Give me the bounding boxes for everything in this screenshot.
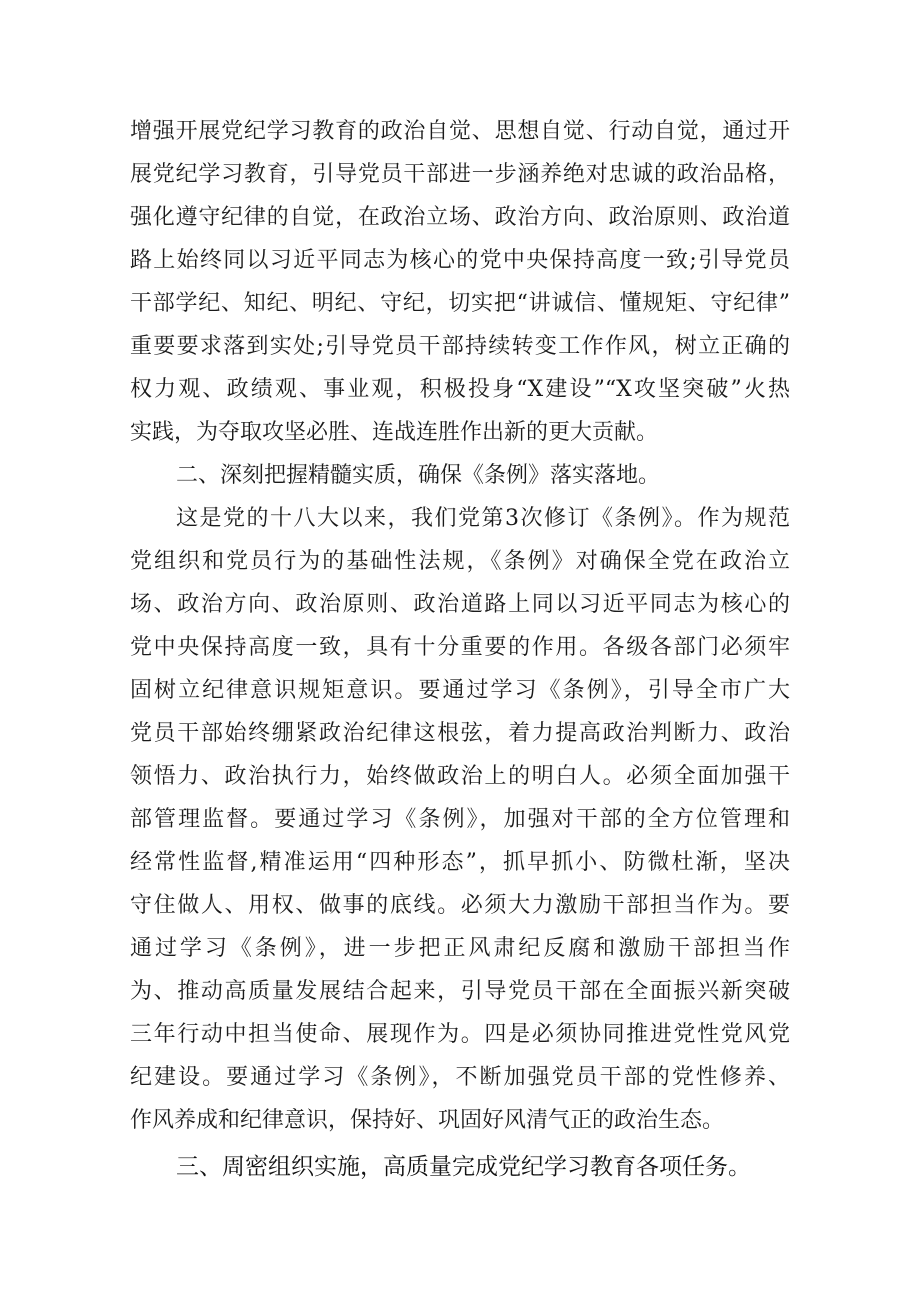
paragraph-line: 党中央保持高度一致，具有十分重要的作用。各级各部门必须牢 (130, 635, 790, 660)
paragraph-line: 场、政治方向、政治原则、政治道路上同以习近平同志为核心的 (130, 592, 790, 617)
paragraph-line: 党组织和党员行为的基础性法规，《条例》对确保全党在政治立 (130, 549, 790, 574)
paragraph-line: 增强开展党纪学习教育的政治自觉、思想自觉、行动自觉，通过开 (130, 119, 790, 144)
paragraph-line: 守住做人、用权、做事的底线。必须大力激励干部担当作为。要 (130, 893, 790, 918)
paragraph-line: 三年行动中担当使命、展现作为。四是必须协同推进党性党风党 (130, 1022, 790, 1047)
paragraph-line: 部管理监督。要通过学习《条例》，加强对干部的全方位管理和 (130, 807, 790, 832)
paragraph-line: 领悟力、政治执行力，始终做政治上的明白人。必须全面加强干 (130, 764, 790, 789)
paragraph-line: 实践，为夺取攻坚必胜、连战连胜作出新的更大贡献。 (130, 420, 659, 445)
paragraph-line: 通过学习《条例》，进一步把正风肃纪反腐和激励干部担当作 (130, 936, 790, 961)
paragraph-line: 为、推动高质量发展结合起来，引导党员干部在全面振兴新突破 (130, 979, 790, 1004)
paragraph-line: 固树立纪律意识规矩意识。要通过学习《条例》，引导全市广大 (130, 678, 790, 703)
paragraph-line: 展党纪学习教育，引导党员干部进一步涵养绝对忠诚的政治品格， (130, 162, 790, 187)
paragraph-line: 强化遵守纪律的自觉，在政治立场、政治方向、政治原则、政治道 (130, 205, 790, 230)
paragraph-line: 权力观、政绩观、事业观，积极投身“X建设”“X攻坚突破”火热 (130, 377, 790, 402)
paragraph-line: 作风养成和纪律意识，保持好、巩固好风清气正的政治生态。 (130, 1108, 725, 1133)
paragraph-line: 路上始终同以习近平同志为核心的党中央保持高度一致;引导党员 (130, 248, 790, 273)
paragraph-line: 干部学纪、知纪、明纪、守纪，切实把“讲诚信、懂规矩、守纪律” (130, 291, 790, 316)
paragraph-line: 这是党的十八大以来，我们党第3次修订《条例》。作为规范 (176, 506, 790, 531)
paragraph-line: 重要要求落到实处;引导党员干部持续转变工作作风，树立正确的 (130, 334, 790, 359)
paragraph-line: 经常性监督,精准运用“四种形态”，抓早抓小、防微杜渐，坚决 (130, 850, 790, 875)
paragraph-line: 党员干部始终绷紧政治纪律这根弦，着力提高政治判断力、政治 (130, 721, 790, 746)
section-heading: 三、周密组织实施，高质量完成党纪学习教育各项任务。 (176, 1154, 751, 1180)
paragraph-line: 纪建设。要通过学习《条例》，不断加强党员干部的党性修养、 (130, 1065, 790, 1090)
section-heading: 二、深刻把握精髓实质，确保《条例》落实落地。 (176, 463, 661, 488)
